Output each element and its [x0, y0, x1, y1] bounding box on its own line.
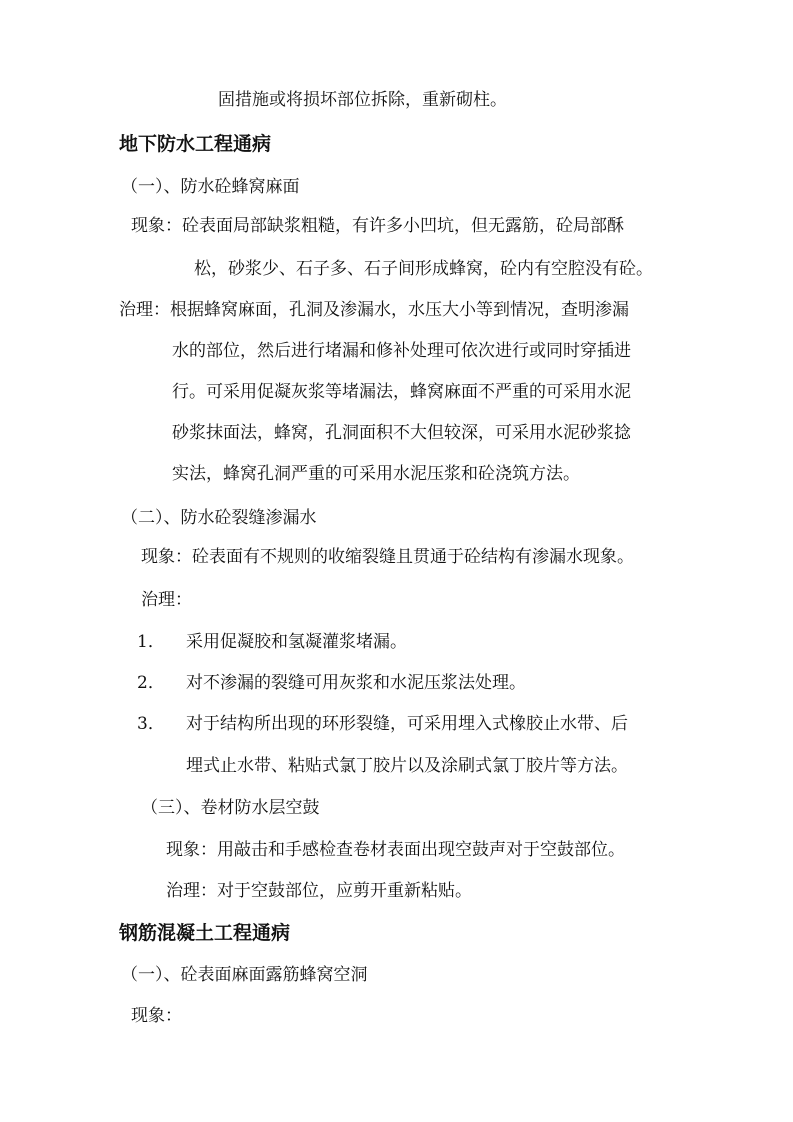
- text-line: 松，砂浆少、石子多、石子间形成蜂窝，砼内有空腔没有砼。: [194, 259, 653, 279]
- section-heading: 钢筋混凝土工程通病: [119, 922, 291, 944]
- text-line: 水的部位，然后进行堵漏和修补处理可依次进行或同时穿插进: [172, 341, 631, 361]
- list-number: 1．: [137, 632, 165, 652]
- text-line: （二）、防水砼裂缝渗漏水: [121, 508, 317, 528]
- text-line: （三）、卷材防水层空鼓: [141, 798, 320, 818]
- list-number: 3．: [137, 714, 165, 734]
- text-line: （一）、砼表面麻面露筋蜂窝空洞: [121, 965, 368, 985]
- text-line: 采用促凝胶和氢凝灌浆堵漏。: [186, 632, 407, 652]
- text-line: 固措施或将损坏部位拆除，重新砌柱。: [218, 90, 507, 110]
- text-line: 对不渗漏的裂缝可用灰浆和水泥压浆法处理。: [186, 673, 526, 693]
- text-line: 对于结构所出现的环形裂缝，可采用埋入式橡胶止水带、后: [186, 714, 628, 734]
- section-heading: 地下防水工程通病: [119, 133, 272, 155]
- text-line: 现象：砼表面有不规则的收缩裂缝且贯通于砼结构有渗漏水现象。: [141, 547, 634, 567]
- text-line: （一）、防水砼蜂窝麻面: [121, 177, 300, 197]
- text-line: 现象：用敲击和手感检查卷材表面出现空鼓声对于空鼓部位。: [166, 840, 625, 860]
- text-line: 治理：对于空鼓部位，应剪开重新粘贴。: [166, 881, 472, 901]
- text-line: 现象：: [131, 1006, 182, 1026]
- text-line: 实法，蜂窝孔洞严重的可采用水泥压浆和砼浇筑方法。: [172, 464, 580, 484]
- text-line: 埋式止水带、粘贴式氯丁胶片以及涂刷式氯丁胶片等方法。: [186, 756, 628, 776]
- list-number: 2．: [137, 673, 165, 693]
- text-line: 治理：: [141, 590, 192, 610]
- text-line: 砂浆抹面法，蜂窝，孔洞面积不大但较深，可采用水泥砂浆捻: [172, 423, 631, 443]
- text-line: 治理：根据蜂窝麻面，孔洞及渗漏水，水压大小等到情况，查明渗漏: [119, 300, 629, 320]
- text-line: 行。可采用促凝灰浆等堵漏法，蜂窝麻面不严重的可采用水泥: [172, 382, 631, 402]
- text-line: 现象：砼表面局部缺浆粗糙，有许多小凹坑，但无露筋，砼局部酥: [131, 216, 624, 236]
